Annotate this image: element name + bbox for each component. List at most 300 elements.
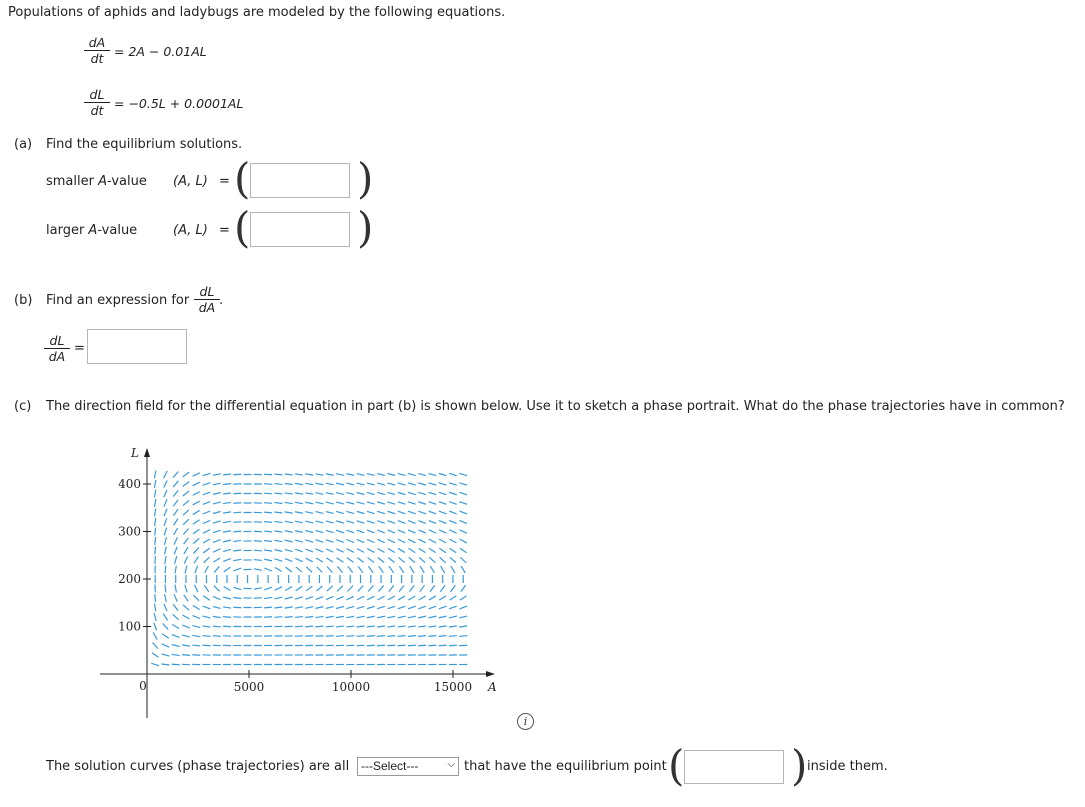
field-segment: [285, 474, 293, 475]
field-segment: [285, 607, 293, 608]
field-segment: [398, 548, 405, 552]
field-segment: [358, 566, 363, 572]
field-segment: [233, 541, 241, 542]
field-segment: [305, 521, 313, 523]
field-segment: [357, 474, 365, 476]
field-segment: [368, 558, 374, 563]
field-segment: [326, 493, 334, 495]
select-value: ---Select---: [361, 759, 419, 773]
field-segment: [367, 636, 375, 637]
field-segment: [193, 520, 200, 524]
field-segment: [203, 636, 211, 637]
field-segment: [295, 626, 303, 627]
field-segment: [173, 509, 178, 516]
field-segment: [213, 549, 220, 552]
field-segment: [203, 626, 211, 627]
field-segment: [388, 539, 395, 542]
field-segment: [152, 653, 159, 657]
field-segment: [274, 493, 282, 494]
field-segment: [440, 557, 446, 562]
field-segment: [163, 614, 167, 621]
field-segment: [357, 596, 364, 600]
field-segment: [295, 558, 302, 561]
field-segment: [346, 474, 354, 476]
field-segment: [429, 511, 437, 514]
field-segment: [183, 510, 189, 515]
field-segment: [164, 537, 166, 545]
field-segment: [192, 635, 200, 636]
field-segment: [449, 606, 457, 609]
field-segment: [326, 616, 334, 617]
field-segment: [367, 492, 375, 494]
field-segment: [254, 588, 262, 589]
field-segment: [357, 616, 365, 617]
field-segment: [430, 585, 435, 591]
field-segment: [419, 557, 425, 562]
field-segment: [460, 530, 467, 533]
field-segment: [317, 567, 323, 573]
larger-a-label: larger A-value: [46, 223, 138, 238]
field-segment: [439, 502, 447, 505]
field-segment: [155, 604, 156, 612]
field-segment: [316, 597, 323, 600]
field-segment: [377, 626, 385, 627]
field-segment: [408, 511, 416, 514]
field-segment: [254, 541, 262, 542]
field-segment: [184, 595, 188, 602]
part-c-text: The direction field for the differential equation in part (b) is shown below. Use it to sketch a phase portrait. What do the phase trajectories have in common?: [46, 399, 1065, 414]
eq2-rhs: = −0.5L + 0.0001AL: [114, 96, 244, 111]
eq2-num: dL: [89, 87, 105, 102]
field-segment: [275, 587, 282, 590]
field-segment: [418, 530, 425, 533]
field-segment: [439, 483, 447, 485]
field-segment: [285, 586, 292, 590]
field-segment: [460, 596, 467, 600]
field-segment: [192, 626, 200, 628]
field-segment: [184, 556, 187, 563]
y-axis-label: L: [131, 446, 139, 460]
field-segment: [194, 557, 198, 564]
field-segment: [398, 502, 406, 504]
field-segment: [233, 493, 241, 494]
field-segment: [346, 483, 354, 485]
field-segment: [336, 530, 344, 533]
field-segment: [223, 483, 231, 484]
field-segment: [285, 483, 293, 484]
field-segment: [182, 655, 190, 656]
field-segment: [254, 560, 262, 561]
field-segment: [420, 585, 425, 591]
field-segment: [285, 597, 293, 599]
part-b-den: dA: [194, 299, 220, 315]
field-segment: [429, 596, 436, 600]
field-segment: [408, 636, 416, 637]
field-segment: [419, 539, 426, 543]
field-segment: [326, 540, 334, 543]
field-segment: [367, 596, 374, 600]
field-segment: [428, 645, 436, 646]
field-segment: [399, 585, 404, 591]
sentence-pre: The solution curves (phase trajectories) are all: [46, 759, 350, 774]
field-segment: [449, 616, 457, 618]
field-segment: [203, 596, 210, 600]
field-segment: [315, 616, 323, 617]
field-segment: [193, 501, 200, 505]
field-segment: [346, 502, 354, 504]
field-segment: [316, 530, 324, 532]
field-segment: [184, 547, 188, 554]
field-segment: [162, 634, 169, 639]
field-segment: [285, 512, 293, 513]
field-segment: [336, 540, 343, 543]
field-segment: [172, 645, 180, 647]
field-segment: [155, 518, 156, 526]
field-segment: [377, 530, 384, 533]
dl-da-expression-input[interactable]: [87, 329, 187, 364]
field-segment: [336, 483, 344, 485]
field-segment: [154, 471, 156, 479]
field-segment: [357, 626, 365, 627]
field-segment: [185, 566, 187, 574]
field-segment: [336, 596, 343, 599]
field-segment: [295, 549, 303, 552]
field-segment: [204, 557, 210, 563]
field-segment: [213, 540, 220, 543]
field-segment: [459, 616, 467, 618]
field-segment: [174, 519, 178, 526]
chevron-down-icon: ⌵: [447, 759, 455, 770]
field-segment: [173, 490, 178, 496]
pair-label-1: (A, L): [173, 174, 208, 189]
field-segment: [185, 585, 187, 593]
field-segment: [408, 483, 416, 485]
field-segment: [378, 585, 383, 591]
field-segment: [183, 482, 189, 487]
field-segment: [379, 566, 384, 573]
field-segment: [274, 503, 282, 504]
equilibrium-point-input[interactable]: [684, 750, 784, 784]
field-segment: [378, 596, 385, 600]
field-segment: [164, 518, 167, 526]
field-segment: [346, 616, 354, 617]
field-segment: [213, 511, 221, 513]
field-segment: [439, 473, 447, 475]
field-segment: [183, 500, 189, 505]
field-segment: [459, 492, 467, 495]
field-segment: [305, 531, 313, 533]
field-segment: [387, 616, 395, 618]
field-segment: [182, 635, 190, 637]
field-segment: [377, 483, 385, 485]
field-segment: [182, 615, 189, 619]
field-segment: [459, 511, 466, 514]
field-segment: [155, 509, 156, 517]
field-segment: [154, 623, 157, 631]
field-segment: [387, 492, 395, 494]
field-segment: [428, 626, 436, 627]
field-segment: [316, 512, 324, 514]
field-segment: [428, 616, 436, 618]
field-segment: [203, 606, 210, 609]
field-segment: [449, 520, 456, 523]
field-segment: [295, 597, 303, 599]
eq2-den: dt: [84, 102, 110, 118]
field-segment: [151, 663, 159, 665]
field-segment: [305, 607, 313, 609]
field-segment: [213, 521, 221, 523]
info-icon[interactable]: i: [517, 713, 534, 730]
field-segment: [327, 586, 333, 591]
field-segment: [223, 531, 231, 533]
field-segment: [285, 626, 293, 627]
pair-label-2: (A, L): [173, 223, 208, 238]
field-segment: [377, 492, 385, 494]
field-segment: [459, 483, 467, 485]
open-paren-1: (: [234, 154, 251, 203]
field-segment: [214, 586, 220, 592]
field-segment: [172, 664, 180, 665]
field-segment: [192, 645, 200, 646]
field-segment: [173, 614, 179, 619]
field-segment: [254, 569, 262, 571]
field-segment: [337, 558, 344, 562]
x-tick-label: 5000: [233, 680, 265, 694]
field-segment: [408, 626, 416, 627]
field-segment: [377, 521, 385, 524]
field-segment: [460, 548, 467, 553]
field-segment: [418, 645, 426, 646]
field-segment: [233, 607, 241, 608]
part-b-label: (b): [14, 293, 33, 308]
field-segment: [164, 490, 167, 497]
field-segment: [440, 585, 445, 591]
part-a-label: (a): [14, 137, 33, 152]
field-segment: [193, 529, 199, 534]
field-segment: [408, 530, 415, 533]
field-segment: [193, 492, 200, 496]
field-segment: [214, 566, 219, 572]
field-segment: [388, 511, 396, 514]
field-segment: [203, 616, 211, 618]
field-segment: [274, 617, 282, 618]
field-segment: [275, 559, 283, 561]
field-segment: [153, 642, 158, 648]
field-segment: [377, 511, 385, 513]
field-segments: [151, 471, 467, 666]
field-segment: [388, 530, 395, 533]
field-segment: [357, 530, 365, 533]
field-segment: [183, 472, 189, 477]
field-segment: [315, 626, 323, 627]
field-segment: [408, 492, 416, 494]
field-segment: [305, 493, 313, 494]
field-segment: [326, 502, 334, 504]
field-segment: [316, 558, 323, 562]
field-segment: [223, 597, 231, 599]
field-segment: [161, 664, 169, 665]
field-segment: [174, 528, 178, 535]
field-segment: [460, 520, 467, 523]
field-segment: [155, 528, 156, 536]
field-segment: [295, 521, 303, 523]
smaller-equilibrium-input[interactable]: [250, 163, 350, 198]
field-segment: [449, 511, 456, 514]
field-segment: [295, 493, 303, 494]
field-segment: [418, 502, 426, 505]
field-segment: [295, 617, 303, 618]
field-segment: [367, 474, 375, 476]
field-segment: [195, 566, 198, 574]
field-segment: [459, 645, 467, 646]
field-segment: [165, 547, 167, 555]
field-segment: [429, 502, 437, 505]
field-segment: [305, 597, 313, 600]
equals-2: =: [219, 223, 230, 238]
field-segment: [264, 522, 272, 523]
part-b-text: Find an expression for: [46, 293, 190, 308]
field-segment: [337, 566, 342, 572]
field-segment: [346, 511, 354, 513]
field-segment: [264, 540, 272, 541]
field-segment: [223, 607, 231, 608]
field-segment: [336, 521, 344, 523]
field-segment: [388, 596, 395, 600]
field-segment: [295, 607, 303, 608]
field-segment: [223, 493, 231, 494]
field-segment: [203, 502, 211, 505]
field-segment: [155, 547, 156, 555]
field-segment: [377, 606, 385, 608]
field-segment: [398, 473, 406, 475]
field-segment: [165, 585, 166, 593]
field-segment: [326, 530, 334, 532]
field-segment: [418, 473, 426, 475]
field-segment: [336, 636, 344, 637]
field-segment: [264, 597, 272, 598]
field-segment: [213, 596, 220, 599]
field-segment: [377, 474, 385, 476]
field-segment: [429, 557, 435, 562]
field-segment: [213, 530, 221, 532]
field-segment: [264, 484, 272, 485]
field-segment: [172, 635, 179, 638]
field-segment: [419, 548, 426, 552]
field-segment: [184, 538, 189, 544]
field-segment: [254, 550, 262, 551]
part-b-equals: =: [74, 341, 85, 356]
trajectory-type-select[interactable]: [357, 757, 459, 776]
field-segment: [450, 596, 457, 600]
field-segment: [285, 549, 293, 551]
field-segment: [387, 626, 395, 627]
field-segment: [213, 483, 221, 485]
y-tick-label: 100: [118, 619, 141, 634]
field-segment: [285, 493, 293, 494]
field-segment: [429, 606, 437, 609]
field-segment: [193, 595, 199, 601]
field-segment: [203, 520, 210, 523]
field-segment: [357, 558, 363, 563]
field-segment: [408, 616, 416, 618]
direction-field-chart: [100, 440, 520, 730]
field-segment: [336, 511, 344, 513]
field-segment: [459, 473, 467, 475]
field-segment: [213, 607, 221, 609]
field-segment: [398, 530, 405, 533]
field-segment: [274, 550, 282, 552]
field-segment: [316, 493, 324, 495]
field-segment: [305, 549, 313, 552]
field-segment: [378, 558, 384, 563]
field-segment: [459, 636, 467, 637]
field-segment: [223, 626, 231, 627]
field-segment: [183, 519, 189, 525]
larger-equilibrium-input[interactable]: [250, 212, 350, 247]
field-segment: [418, 616, 426, 618]
field-segment: [450, 548, 457, 552]
field-segment: [173, 481, 178, 487]
field-segment: [459, 626, 467, 627]
field-segment: [367, 483, 375, 485]
field-segment: [193, 473, 200, 476]
field-segment: [326, 596, 333, 599]
field-segment: [223, 521, 231, 522]
field-segment: [429, 473, 437, 475]
field-segment: [348, 566, 353, 572]
field-segment: [162, 644, 169, 647]
field-segment: [439, 539, 446, 543]
field-segment: [357, 549, 364, 553]
field-segment: [193, 482, 200, 486]
field-segment: [346, 530, 354, 533]
field-segment: [296, 586, 303, 591]
field-segment: [461, 566, 465, 573]
field-segment: [234, 568, 242, 571]
part-a-text: Find the equilibrium solutions.: [46, 137, 243, 152]
field-segment: [357, 502, 365, 504]
field-segment: [326, 558, 333, 562]
field-segment: [173, 500, 178, 506]
field-segment: [367, 530, 374, 533]
field-segment: [398, 606, 406, 608]
field-segment: [377, 539, 384, 542]
field-segment: [274, 531, 282, 532]
field-segment: [183, 529, 188, 535]
field-segment: [346, 626, 354, 627]
field-segment: [398, 511, 406, 514]
field-segment: [326, 474, 334, 476]
field-segment: [439, 511, 447, 514]
field-segment: [368, 585, 373, 591]
field-segment: [193, 538, 199, 543]
field-segment: [305, 626, 313, 627]
field-segment: [387, 636, 395, 637]
part-c-label: (c): [14, 399, 32, 414]
field-segment: [429, 530, 436, 533]
field-segment: [418, 521, 425, 524]
field-segment: [327, 567, 332, 573]
field-segment: [316, 483, 324, 485]
field-segment: [357, 539, 364, 542]
field-segment: [154, 613, 156, 621]
field-segment: [163, 624, 169, 630]
field-segment: [449, 530, 456, 533]
field-segment: [164, 604, 167, 611]
open-paren-3: (: [668, 741, 685, 790]
field-segment: [439, 606, 447, 609]
field-segment: [418, 511, 426, 514]
